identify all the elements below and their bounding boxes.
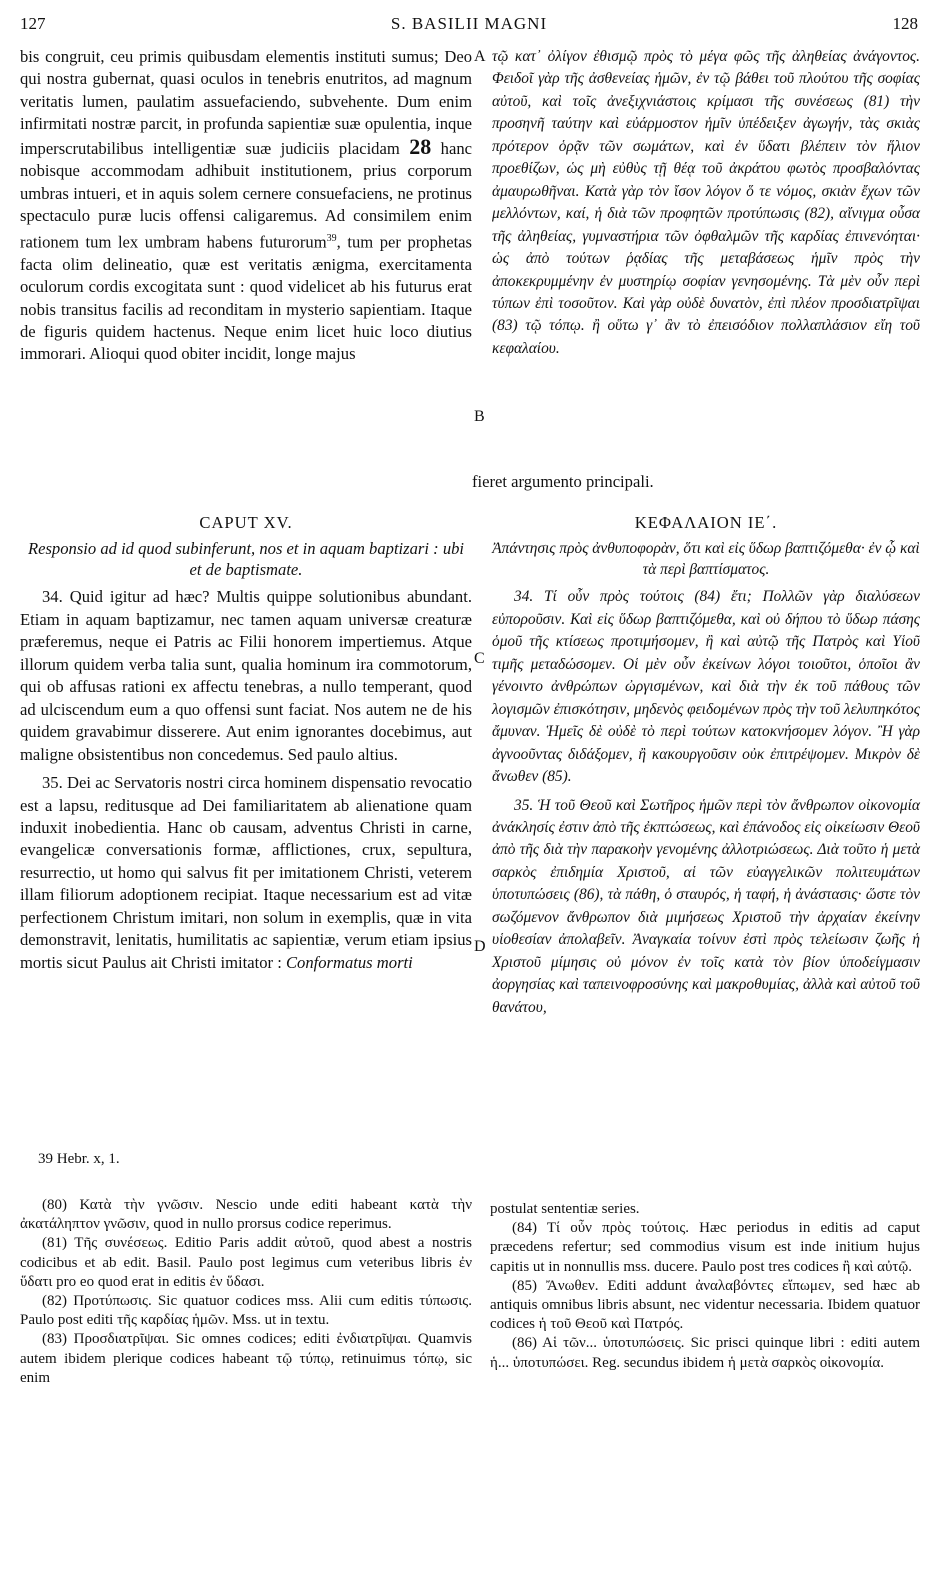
page-number-right: 128 [892, 14, 918, 33]
spanning-line: fieret argumento principali. [472, 472, 654, 491]
note-80: (80) Κατὰ τὴν γνῶσιν. Nescio unde editi habeant κατὰ τὴν ἀκατάληπτον γνῶσιν, quod in nullo prorsus codice reperimus. [20, 1197, 472, 1233]
footnote-39: 39 Hebr. x, 1. [38, 1151, 120, 1167]
editor-notes-left [20, 1196, 472, 1388]
note-83: (83) Προσδιατρῖψαι. Sic omnes codices; editi ἐνδιατρῖψαι. Quamvis autem ibidem plerique codices habeant τῷ τύπῳ, retinuimus τόπῳ, sic enim [20, 1331, 472, 1386]
greek-paragraph-35: 35. Ἡ τοῦ Θεοῦ καὶ Σωτῆρος ἡμῶν περὶ τὸν ἄνθρωπον οἰκονομία ἀνάκλησίς ἐστιν ἀπὸ τῆς ἐκπτώσεως, καὶ ἐπάνοδος εἰς οἰκείωσιν Θεοῦ ἀπὸ τῆς διὰ τὴν παρακοὴν γενομένης ἀλλοτριώσεως. Διὰ τοῦτο ἡ μετὰ σαρκὸς ἐπιδημία Χριστοῦ, αἱ τῶν εὐαγγελικῶν πολιτευμάτων ὑποτυπώσεις (86), τὰ πάθη, ὁ σταυρός, ἡ ταφή, ἡ ἀνάστασις· ὥστε τὸν σωζόμενον ἄνθρωπον διὰ μιμήσεως Χριστοῦ τὴν ἀρχαίαν ἐκείνην υἱοθεσίαν ἀπολαβεῖν. Ἀναγκαία τοίνυν ἐστὶ πρὸς τελείωσιν ζωῆς ἡ Χριστοῦ μίμησις οὐ μόνον ἐν τοῖς κατὰ τὸν βίον ὑποδείγμασιν ἀοργησίας καὶ ταπεινοφροσύνης καὶ μακροθυμίας, ἀλλὰ καὶ αὐτοῦ τοῦ θανάτου, [492, 796, 920, 1016]
footnote-reference: 39 [326, 232, 337, 244]
margin-letter-d: D [474, 938, 486, 955]
greek-paragraph-33-end: τῷ κατ᾿ ὀλίγον ἐθισμῷ πρὸς τὸ μέγα φῶς τῆς ἀληθείας ἀνάγοντος. Φειδοῖ γὰρ τῆς ἀσθενείας ἡμῶν, ἐν τῷ βάθει τοῦ πλούτου τῆς σοφίας αὐτοῦ, καὶ τοῖς ἀνεξιχνιάστοις κρίμασι τῆς συνέσεως (81) τὴν προσηνῆ ταύτην καὶ εὐάρμοστον ἡμῖν ὑπέδειξεν ἀγωγήν, τὰς σκιὰς πρότερον ὁρᾷν τῶν σωμάτων, καὶ ἐν ὕδατι βλέπειν τὸν ἥλιον προεθίζων, ὡς μὴ εὐθὺς τῇ θέᾳ τοῦ ἀκράτου φωτὸς προσβαλόντας ἀμαυρωθῆναι. Κατὰ γὰρ τὸν ἴσον λόγον ὅ τε νόμος, σκιὰν ἔχων τῶν μελλόντων, καί, ἡ διὰ τῶν προφητῶν προτύπωσις (82), αἴνιγμα οὖσα τῆς ἀληθείας, γυμναστήρια τῶν ὀφθαλμῶν τῆς καρδίας ἐπινενόηται· ὡς ἀπὸ τούτων ῥᾳδίας τῆς μεταβάσεως ἡμῖν πρὸς τὴν ἀποκεκρυμμένην ἐν μυστηρίῳ σοφίαν γενησομένης. Τὰ μὲν οὖν περὶ τύπων ἐπὶ τοσοῦτον. Καὶ γὰρ οὐδὲ δυνατὸν, ἐπὶ πλέον προσδιατρῖψαι (83) τῷ τόπῳ. ἢ οὕτω γ᾿ ἂν τὸ ἐπεισόδιον πολλαπλάσιον εἴη τοῦ κεφαλαίου. [492, 48, 920, 357]
note-83-continued: postulat sententiæ series. [490, 1201, 640, 1217]
note-81: (81) Τῆς συνέσεως. Editio Paris addit αὐτοῦ, quod abest a nostris codicibus et ab edit. Basil. Paulo post legimus cum veteribus libris ἐν ὕδατι pro eo quod erat in editis ἐν ὕδασι. [20, 1235, 472, 1290]
latin-chapter-column [20, 512, 472, 974]
greek-chapter-column [492, 512, 920, 1019]
margin-letter-b: B [474, 408, 485, 425]
latin-paragraph-34: 34. Quid igitur ad hæc? Multis quippe solutionibus abundant. Etiam in aquam baptizamur, nec tamen aquam universæ creaturæ præferemus, neque ei Patris ac Filii honorem impertiemus. Atque illorum quidem verba talia sunt, qualia hominum ira commotorum, qui ob affusas rationi ex affectu tenebras, a nullo temperant, quod ad ulciscendum eum a quo offensi sunt faciat. Nos autem ne de his quidem gravabimur disserere. Aut enim ignorantes docebimus, aut maligne obsistentibus non concedemus. Sed paulo altius. [20, 587, 472, 764]
greek-chapter-title: ΚΕΦΑΛΑΙΟΝ ΙΕ΄. [634, 513, 778, 532]
latin-paragraph-33-end: bis congruit, ceu primis quibusdam elementis instituti sumus; Deo qui nostra gubernat, quasi oculos in tenebris enutritos, ad magnum veritatis lumen, paulatim assuefaciendo, subvehente. Dum enim infirmitati nostræ parcit, in profunda sapientiæ suæ opulentia, inque imperscrutabilibus intelligentiæ suæ judiciis placidam 28 hanc nobisque accommodam adhibuit institutionem, prius corporum umbras intueri, et in aquis solem cernere consuefaciens, ne protinus spectaculo puræ lucis offensi caligaremus. Ad consimilem enim rationem tum lex umbram habens futurorum$^{39}$, tum per prophetas facta olim delineatio, quæ est veritatis ænigma, exercitamenta oculorum cordis excogitata sunt : quod videlicet ab his futurus erat nobis transitus facilis ad reconditam in mysterio sapientiam. Itaque de figuris quidem hactenus. Neque enim licet huic loco diutius immorari. Alioqui quod obiter incidit, longe majus [20, 47, 472, 364]
greek-column-top [492, 46, 920, 360]
running-header [20, 14, 918, 38]
latin-column-top [20, 46, 472, 366]
inline-page-number: 28 [409, 133, 432, 159]
note-84: (84) Τί οὖν πρὸς τούτοις. Hæc periodus in editis ad caput præcedens refertur; sed commodius visum est inde initium hujus capitis ut in nonnullis mss. ducere. Paulo post tres codices ἢ καὶ αὐτῷ. [490, 1220, 920, 1275]
latin-paragraph-35: 35. Dei ac Servatoris nostri circa hominem dispensatio revocatio est a lapsu, reditusque ad Dei familiaritatem ab alienatione quam induxit inobedientia. Hanc ob causam, adventus Christi in carne, evangelicæ conversationis formæ, afflictiones, crux, sepultura, resurrectio, ut homo qui salvus fit per imitationem Christi, veterem illam filiorum adoptionem recipiat. Itaque necessarium est ad vitæ perfectionem Christum imitari, non solum in exemplis, quæ in vita demonstravit, lenitatis, humilitatis ac sapientiæ, verum etiam ipsius mortis sicut Paulus ait Christi imitator : Conformatus morti [20, 773, 472, 972]
note-82: (82) Προτύπωσις. Sic quatuor codices mss. Alii cum editis τύπωσις. Paulo post editi τῆς καρδίας ἡμῶν. Mss. ut in textu. [20, 1293, 472, 1329]
latin-chapter-title: CAPUT XV. [199, 513, 293, 532]
margin-letter-a: A [474, 48, 486, 65]
editor-notes-right [490, 1200, 920, 1373]
page-number-left: 127 [20, 14, 46, 33]
margin-letter-c: C [474, 650, 485, 667]
greek-chapter-subtitle: Ἀπάντησις πρὸς ἀνθυποφορὰν, ὅτι καὶ εἰς ὕδωρ βαπτιζόμεθα· ἐν ᾧ καὶ τὰ περὶ βαπτίσματος. [492, 540, 920, 579]
latin-chapter-subtitle: Responsio ad id quod subinferunt, nos et in aquam baptizari : ubi et de baptismate. [27, 539, 465, 580]
note-86: (86) Αἱ τῶν... ὑποτυπώσεις. Sic prisci quinque libri : editi autem ἡ... ὑποτυπώσει. Reg. secundus ibidem ἡ μετὰ σαρκὸς οἰκονομία. [490, 1335, 920, 1371]
running-title: S. BASILII MAGNI [390, 14, 548, 33]
greek-paragraph-34: 34. Τί οὖν πρὸς τούτοις (84) ἔτι; Πολλῶν γὰρ διαλύσεων εὐποροῦσιν. Καὶ εἰς ὕδωρ βαπτιζόμεθα, καὶ οὐ δήπου τὸ ὕδωρ πάσης ὁμοῦ τῆς κτίσεως προτιμήσομεν, ἢ καὶ αὐτῷ τῆς Πατρὸς καὶ Υἱοῦ τιμῆς μεταδώσομεν. Οἱ μὲν οὖν ἐκείνων λόγοι τοιοῦτοι, ὁποῖοι ἂν γένοιντο ἀνθρώπων ὠργισμένων, καὶ διὰ τὴν ἐκ τοῦ πάθους τῶν λογισμῶν ἐπισκότησιν, μηδενὸς φειδομένων πρὸς τὴν τοῦ λελυπηκότος ἄμυναν. Ἡμεῖς δὲ οὐδὲ τὸ περὶ τούτων κατοκνήσομεν λόγον. Ἢ γὰρ ἀγνοοῦντας διδάξομεν, ἢ κακουργοῦσιν οὐκ ἐπιτρέψομεν. Μικρὸν δὲ ἄνωθεν (85). [492, 588, 920, 786]
note-85: (85) Ἄνωθεν. Editi addunt ἀναλαβόντες εἴπωμεν, sed hæc ab antiquis omnibus libris absunt, nec videntur necessaria. Ibidem quatuor codices ἡ τοῦ Θεοῦ καὶ Πατρός. [490, 1277, 920, 1333]
